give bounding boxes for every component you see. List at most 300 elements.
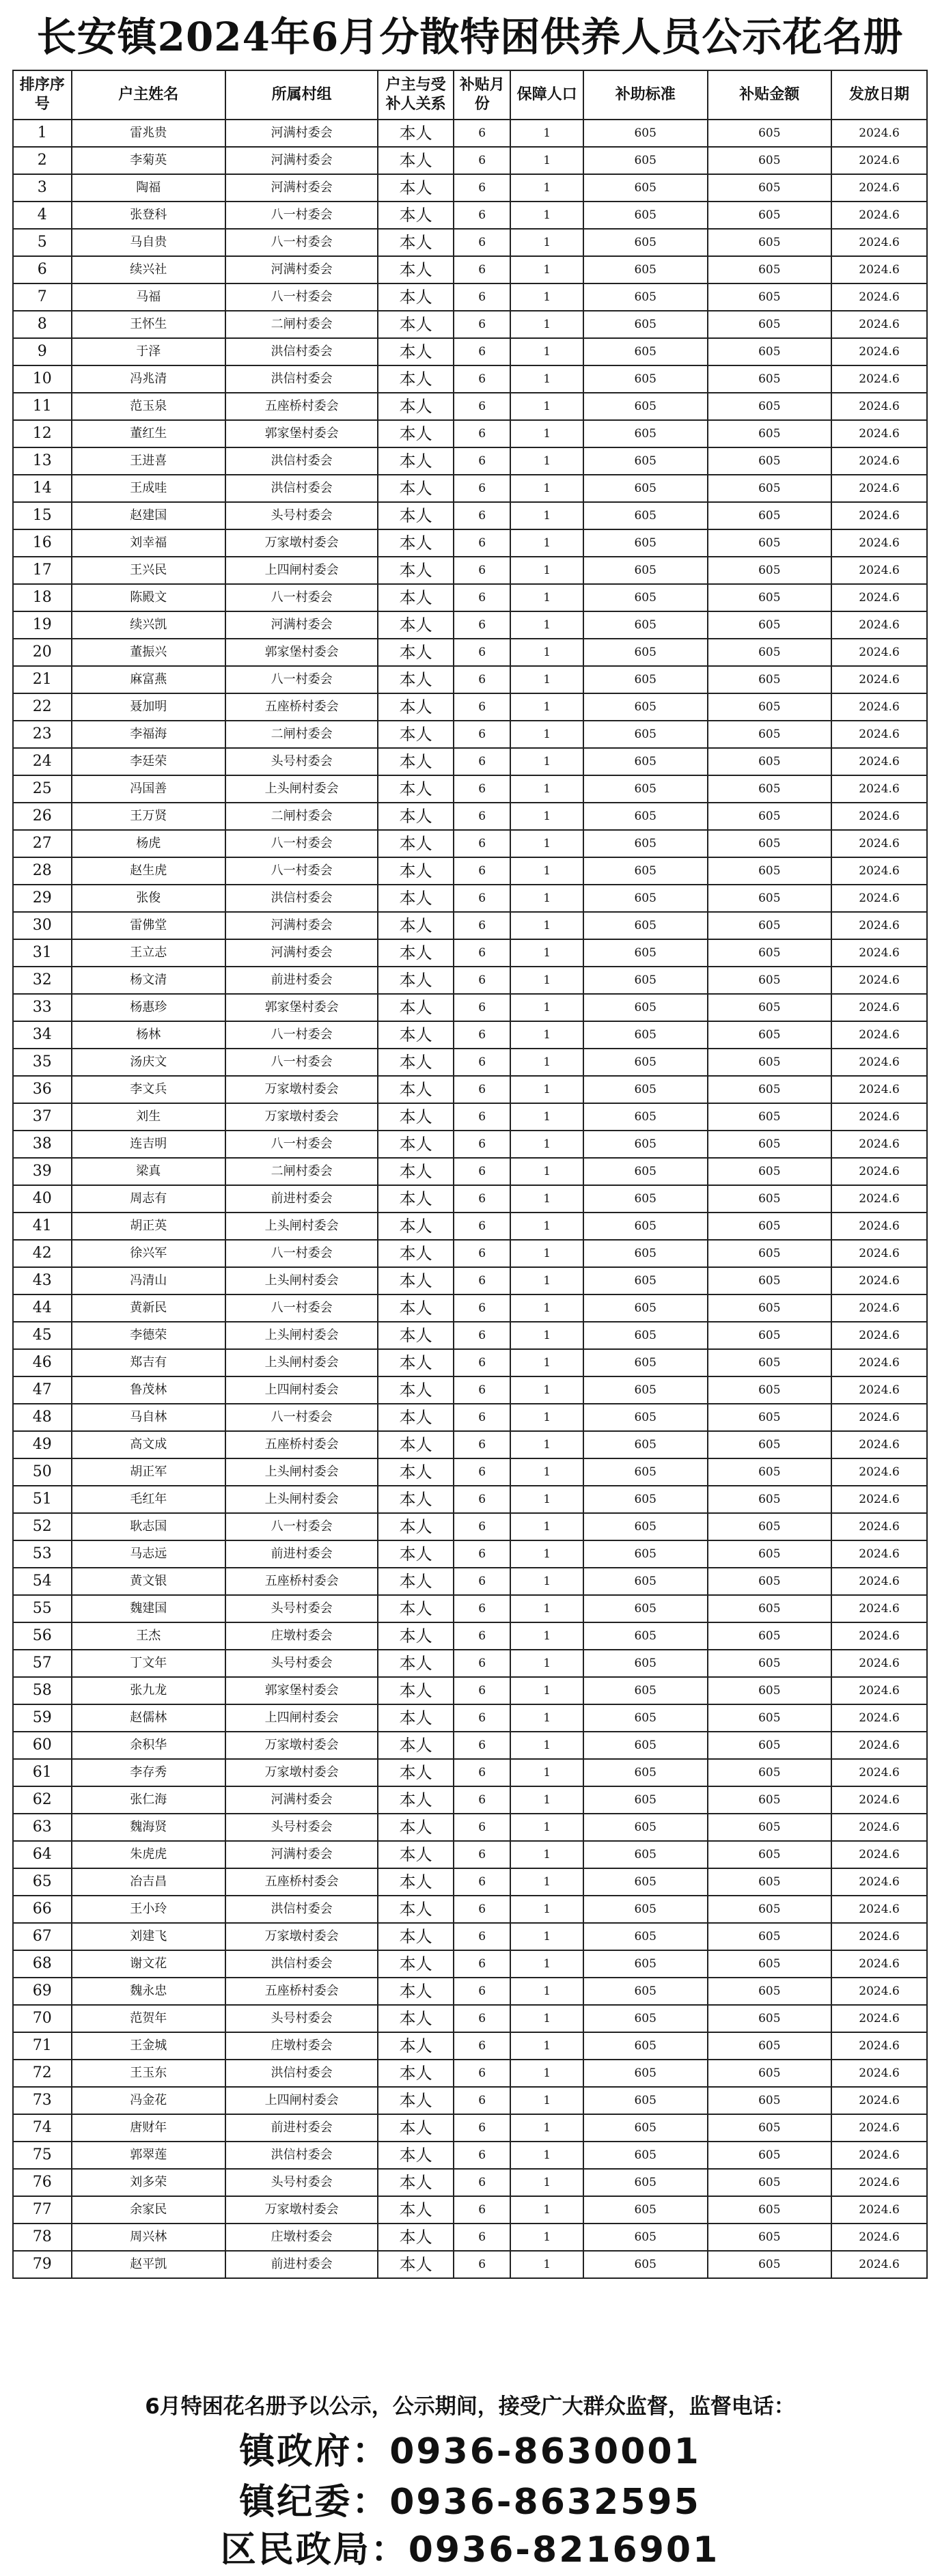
table-row xyxy=(13,967,927,994)
cell-population: 1 xyxy=(510,2005,583,2032)
cell-date: 2024.6 xyxy=(831,2224,927,2251)
table-row xyxy=(13,2087,927,2114)
cell-amount: 605 xyxy=(708,912,832,939)
cell-index: 71 xyxy=(13,2032,72,2060)
cell-amount: 605 xyxy=(708,885,832,912)
cell-village: 河满村委会 xyxy=(225,120,378,147)
cell-name: 谢文花 xyxy=(72,1950,225,1978)
cell-name: 余家民 xyxy=(72,2196,225,2224)
cell-index: 2 xyxy=(13,147,72,174)
cell-amount: 605 xyxy=(708,584,832,611)
cell-month: 6 xyxy=(454,420,510,447)
cell-population: 1 xyxy=(510,1759,583,1786)
cell-month: 6 xyxy=(454,502,510,529)
cell-standard: 605 xyxy=(583,1978,708,2005)
table-row xyxy=(13,885,927,912)
cell-name: 冯国善 xyxy=(72,775,225,803)
cell-relation: 本人 xyxy=(378,721,454,748)
cell-population: 1 xyxy=(510,1650,583,1677)
table-body xyxy=(13,120,927,2278)
cell-standard: 605 xyxy=(583,393,708,420)
table-row xyxy=(13,2142,927,2169)
cell-standard: 605 xyxy=(583,584,708,611)
cell-index: 56 xyxy=(13,1622,72,1650)
cell-month: 6 xyxy=(454,1568,510,1595)
cell-amount: 605 xyxy=(708,1540,832,1568)
cell-name: 王兴民 xyxy=(72,557,225,584)
cell-village: 河满村委会 xyxy=(225,256,378,283)
cell-index: 79 xyxy=(13,2251,72,2278)
cell-amount: 605 xyxy=(708,202,832,229)
cell-relation: 本人 xyxy=(378,475,454,502)
cell-index: 12 xyxy=(13,420,72,447)
cell-index: 50 xyxy=(13,1458,72,1486)
table-row xyxy=(13,2060,927,2087)
cell-village: 八一村委会 xyxy=(225,1294,378,1322)
cell-name: 黄文银 xyxy=(72,1568,225,1595)
cell-index: 77 xyxy=(13,2196,72,2224)
cell-index: 18 xyxy=(13,584,72,611)
cell-index: 14 xyxy=(13,475,72,502)
table-row xyxy=(13,912,927,939)
cell-relation: 本人 xyxy=(378,912,454,939)
cell-standard: 605 xyxy=(583,2169,708,2196)
cell-name: 梁真 xyxy=(72,1158,225,1185)
cell-population: 1 xyxy=(510,2142,583,2169)
table-row xyxy=(13,1049,927,1076)
cell-date: 2024.6 xyxy=(831,748,927,775)
cell-standard: 605 xyxy=(583,1267,708,1294)
cell-population: 1 xyxy=(510,1732,583,1759)
cell-month: 6 xyxy=(454,1185,510,1213)
cell-population: 1 xyxy=(510,283,583,311)
cell-month: 6 xyxy=(454,721,510,748)
cell-standard: 605 xyxy=(583,748,708,775)
cell-month: 6 xyxy=(454,2169,510,2196)
table-row xyxy=(13,311,927,338)
cell-name: 马自林 xyxy=(72,1404,225,1431)
roster-table xyxy=(12,70,928,2279)
cell-month: 6 xyxy=(454,1021,510,1049)
cell-month: 6 xyxy=(454,611,510,639)
cell-relation: 本人 xyxy=(378,229,454,256)
cell-population: 1 xyxy=(510,202,583,229)
cell-amount: 605 xyxy=(708,721,832,748)
cell-population: 1 xyxy=(510,256,583,283)
cell-relation: 本人 xyxy=(378,1076,454,1103)
cell-population: 1 xyxy=(510,2114,583,2142)
cell-relation: 本人 xyxy=(378,1431,454,1458)
table-row xyxy=(13,1759,927,1786)
cell-index: 21 xyxy=(13,666,72,693)
cell-relation: 本人 xyxy=(378,2169,454,2196)
cell-standard: 605 xyxy=(583,639,708,666)
cell-village: 头号村委会 xyxy=(225,502,378,529)
table-row xyxy=(13,256,927,283)
cell-name: 周兴林 xyxy=(72,2224,225,2251)
table-row xyxy=(13,1540,927,1568)
cell-population: 1 xyxy=(510,1595,583,1622)
cell-month: 6 xyxy=(454,1540,510,1568)
cell-amount: 605 xyxy=(708,939,832,967)
cell-standard: 605 xyxy=(583,1431,708,1458)
cell-name: 王立志 xyxy=(72,939,225,967)
table-row xyxy=(13,1704,927,1732)
cell-village: 头号村委会 xyxy=(225,2005,378,2032)
cell-name: 赵平凯 xyxy=(72,2251,225,2278)
cell-standard: 605 xyxy=(583,803,708,830)
cell-standard: 605 xyxy=(583,1568,708,1595)
cell-index: 11 xyxy=(13,393,72,420)
cell-population: 1 xyxy=(510,857,583,885)
table-row xyxy=(13,1841,927,1868)
cell-relation: 本人 xyxy=(378,2142,454,2169)
cell-name: 冯清山 xyxy=(72,1267,225,1294)
cell-population: 1 xyxy=(510,1185,583,1213)
cell-standard: 605 xyxy=(583,775,708,803)
cell-date: 2024.6 xyxy=(831,611,927,639)
table-row xyxy=(13,529,927,557)
cell-village: 前进村委会 xyxy=(225,1185,378,1213)
cell-village: 河满村委会 xyxy=(225,939,378,967)
cell-month: 6 xyxy=(454,202,510,229)
cell-population: 1 xyxy=(510,2060,583,2087)
table-row xyxy=(13,2251,927,2278)
cell-index: 26 xyxy=(13,803,72,830)
cell-name: 杨林 xyxy=(72,1021,225,1049)
cell-index: 7 xyxy=(13,283,72,311)
cell-standard: 605 xyxy=(583,857,708,885)
cell-relation: 本人 xyxy=(378,1704,454,1732)
cell-index: 48 xyxy=(13,1404,72,1431)
cell-name: 董振兴 xyxy=(72,639,225,666)
cell-index: 8 xyxy=(13,311,72,338)
cell-month: 6 xyxy=(454,775,510,803)
cell-date: 2024.6 xyxy=(831,1131,927,1158)
cell-month: 6 xyxy=(454,2114,510,2142)
cell-village: 河满村委会 xyxy=(225,912,378,939)
cell-index: 61 xyxy=(13,1759,72,1786)
cell-amount: 605 xyxy=(708,775,832,803)
cell-date: 2024.6 xyxy=(831,202,927,229)
cell-date: 2024.6 xyxy=(831,1431,927,1458)
cell-index: 60 xyxy=(13,1732,72,1759)
cell-population: 1 xyxy=(510,1786,583,1814)
cell-date: 2024.6 xyxy=(831,1294,927,1322)
cell-amount: 605 xyxy=(708,393,832,420)
cell-population: 1 xyxy=(510,912,583,939)
cell-standard: 605 xyxy=(583,338,708,365)
cell-name: 胡正英 xyxy=(72,1213,225,1240)
cell-relation: 本人 xyxy=(378,338,454,365)
cell-date: 2024.6 xyxy=(831,1923,927,1950)
cell-standard: 605 xyxy=(583,447,708,475)
public-notice: 6月特困花名册予以公示，公示期间，接受广大群众监督，监督电话： xyxy=(145,2394,795,2419)
cell-village: 头号村委会 xyxy=(225,2169,378,2196)
cell-month: 6 xyxy=(454,1240,510,1267)
cell-village: 八一村委会 xyxy=(225,1049,378,1076)
cell-date: 2024.6 xyxy=(831,229,927,256)
table-row xyxy=(13,229,927,256)
cell-name: 李福海 xyxy=(72,721,225,748)
table-row xyxy=(13,147,927,174)
cell-village: 五座桥村委会 xyxy=(225,693,378,721)
cell-relation: 本人 xyxy=(378,1650,454,1677)
cell-name: 王金城 xyxy=(72,2032,225,2060)
cell-name: 郭翠莲 xyxy=(72,2142,225,2169)
cell-index: 46 xyxy=(13,1349,72,1376)
cell-population: 1 xyxy=(510,1404,583,1431)
cell-population: 1 xyxy=(510,147,583,174)
cell-village: 万家墩村委会 xyxy=(225,1732,378,1759)
cell-relation: 本人 xyxy=(378,1376,454,1404)
cell-index: 28 xyxy=(13,857,72,885)
table-row xyxy=(13,830,927,857)
cell-amount: 605 xyxy=(708,1213,832,1240)
cell-population: 1 xyxy=(510,1677,583,1704)
table-row xyxy=(13,1076,927,1103)
cell-amount: 605 xyxy=(708,693,832,721)
cell-index: 29 xyxy=(13,885,72,912)
cell-amount: 605 xyxy=(708,2169,832,2196)
cell-village: 上头闸村委会 xyxy=(225,1458,378,1486)
cell-date: 2024.6 xyxy=(831,584,927,611)
table-row xyxy=(13,283,927,311)
cell-month: 6 xyxy=(454,365,510,393)
cell-population: 1 xyxy=(510,1021,583,1049)
cell-name: 唐财年 xyxy=(72,2114,225,2142)
table-row xyxy=(13,1349,927,1376)
cell-amount: 605 xyxy=(708,611,832,639)
cell-name: 丁文年 xyxy=(72,1650,225,1677)
cell-relation: 本人 xyxy=(378,1896,454,1923)
cell-amount: 605 xyxy=(708,1458,832,1486)
cell-name: 高文成 xyxy=(72,1431,225,1458)
cell-village: 前进村委会 xyxy=(225,1540,378,1568)
table-row xyxy=(13,1786,927,1814)
cell-standard: 605 xyxy=(583,2142,708,2169)
cell-amount: 605 xyxy=(708,1896,832,1923)
table-row xyxy=(13,1021,927,1049)
cell-month: 6 xyxy=(454,748,510,775)
cell-population: 1 xyxy=(510,666,583,693)
cell-name: 马志远 xyxy=(72,1540,225,1568)
cell-index: 49 xyxy=(13,1431,72,1458)
cell-name: 周志有 xyxy=(72,1185,225,1213)
cell-index: 41 xyxy=(13,1213,72,1240)
table-row xyxy=(13,1950,927,1978)
cell-standard: 605 xyxy=(583,529,708,557)
cell-date: 2024.6 xyxy=(831,2087,927,2114)
cell-relation: 本人 xyxy=(378,1759,454,1786)
cell-date: 2024.6 xyxy=(831,885,927,912)
cell-date: 2024.6 xyxy=(831,721,927,748)
cell-name: 张登科 xyxy=(72,202,225,229)
cell-standard: 605 xyxy=(583,256,708,283)
cell-name: 连吉明 xyxy=(72,1131,225,1158)
cell-date: 2024.6 xyxy=(831,1732,927,1759)
cell-index: 34 xyxy=(13,1021,72,1049)
cell-relation: 本人 xyxy=(378,857,454,885)
cell-relation: 本人 xyxy=(378,1185,454,1213)
cell-standard: 605 xyxy=(583,1213,708,1240)
table-row xyxy=(13,1131,927,1158)
cell-population: 1 xyxy=(510,557,583,584)
cell-date: 2024.6 xyxy=(831,1650,927,1677)
cell-amount: 605 xyxy=(708,256,832,283)
cell-village: 洪信村委会 xyxy=(225,885,378,912)
cell-date: 2024.6 xyxy=(831,475,927,502)
cell-village: 上头闸村委会 xyxy=(225,775,378,803)
cell-village: 八一村委会 xyxy=(225,202,378,229)
cell-date: 2024.6 xyxy=(831,1704,927,1732)
table-row xyxy=(13,2169,927,2196)
cell-date: 2024.6 xyxy=(831,830,927,857)
cell-index: 9 xyxy=(13,338,72,365)
cell-date: 2024.6 xyxy=(831,2032,927,2060)
cell-date: 2024.6 xyxy=(831,994,927,1021)
cell-amount: 605 xyxy=(708,666,832,693)
cell-village: 河满村委会 xyxy=(225,1786,378,1814)
cell-amount: 605 xyxy=(708,1376,832,1404)
cell-standard: 605 xyxy=(583,2005,708,2032)
cell-standard: 605 xyxy=(583,147,708,174)
cell-relation: 本人 xyxy=(378,775,454,803)
cell-amount: 605 xyxy=(708,1650,832,1677)
cell-population: 1 xyxy=(510,174,583,202)
cell-population: 1 xyxy=(510,1049,583,1076)
cell-month: 6 xyxy=(454,994,510,1021)
cell-name: 李文兵 xyxy=(72,1076,225,1103)
cell-standard: 605 xyxy=(583,1158,708,1185)
cell-village: 河满村委会 xyxy=(225,611,378,639)
cell-index: 4 xyxy=(13,202,72,229)
cell-index: 27 xyxy=(13,830,72,857)
cell-amount: 605 xyxy=(708,2142,832,2169)
header-population: 保障人口 xyxy=(510,70,583,120)
table-row xyxy=(13,939,927,967)
cell-village: 洪信村委会 xyxy=(225,338,378,365)
cell-village: 河满村委会 xyxy=(225,174,378,202)
cell-standard: 605 xyxy=(583,1595,708,1622)
cell-date: 2024.6 xyxy=(831,1458,927,1486)
cell-relation: 本人 xyxy=(378,365,454,393)
cell-amount: 605 xyxy=(708,1076,832,1103)
cell-amount: 605 xyxy=(708,311,832,338)
cell-month: 6 xyxy=(454,174,510,202)
cell-index: 10 xyxy=(13,365,72,393)
cell-relation: 本人 xyxy=(378,748,454,775)
cell-date: 2024.6 xyxy=(831,1076,927,1103)
cell-population: 1 xyxy=(510,1950,583,1978)
cell-date: 2024.6 xyxy=(831,2196,927,2224)
cell-relation: 本人 xyxy=(378,1513,454,1540)
cell-standard: 605 xyxy=(583,967,708,994)
cell-month: 6 xyxy=(454,912,510,939)
cell-village: 河满村委会 xyxy=(225,1841,378,1868)
cell-village: 洪信村委会 xyxy=(225,1950,378,1978)
cell-amount: 605 xyxy=(708,857,832,885)
cell-relation: 本人 xyxy=(378,2087,454,2114)
cell-month: 6 xyxy=(454,1923,510,1950)
cell-name: 聂加明 xyxy=(72,693,225,721)
cell-name: 董红生 xyxy=(72,420,225,447)
cell-amount: 605 xyxy=(708,1759,832,1786)
cell-month: 6 xyxy=(454,1950,510,1978)
contact-town-government: 镇政府：0936-8630001 xyxy=(239,2431,701,2472)
cell-date: 2024.6 xyxy=(831,775,927,803)
cell-index: 72 xyxy=(13,2060,72,2087)
cell-name: 陈殿文 xyxy=(72,584,225,611)
cell-date: 2024.6 xyxy=(831,338,927,365)
cell-amount: 605 xyxy=(708,1868,832,1896)
cell-index: 54 xyxy=(13,1568,72,1595)
table-row xyxy=(13,1213,927,1240)
cell-month: 6 xyxy=(454,1677,510,1704)
cell-name: 李廷荣 xyxy=(72,748,225,775)
cell-village: 二闸村委会 xyxy=(225,721,378,748)
cell-amount: 605 xyxy=(708,557,832,584)
cell-amount: 605 xyxy=(708,1131,832,1158)
cell-village: 上头闸村委会 xyxy=(225,1486,378,1513)
table-row xyxy=(13,502,927,529)
cell-standard: 605 xyxy=(583,502,708,529)
table-row xyxy=(13,420,927,447)
header-amount: 补贴金额 xyxy=(708,70,832,120)
cell-date: 2024.6 xyxy=(831,420,927,447)
cell-amount: 605 xyxy=(708,2114,832,2142)
cell-amount: 605 xyxy=(708,502,832,529)
cell-month: 6 xyxy=(454,1595,510,1622)
cell-month: 6 xyxy=(454,1213,510,1240)
cell-relation: 本人 xyxy=(378,420,454,447)
cell-relation: 本人 xyxy=(378,256,454,283)
cell-village: 八一村委会 xyxy=(225,229,378,256)
cell-name: 魏海贤 xyxy=(72,1814,225,1841)
cell-standard: 605 xyxy=(583,1677,708,1704)
table-row xyxy=(13,2114,927,2142)
cell-date: 2024.6 xyxy=(831,1513,927,1540)
cell-village: 洪信村委会 xyxy=(225,447,378,475)
cell-index: 5 xyxy=(13,229,72,256)
table-row xyxy=(13,693,927,721)
cell-village: 八一村委会 xyxy=(225,1240,378,1267)
cell-amount: 605 xyxy=(708,1322,832,1349)
cell-date: 2024.6 xyxy=(831,1896,927,1923)
cell-date: 2024.6 xyxy=(831,1322,927,1349)
cell-name: 朱虎虎 xyxy=(72,1841,225,1868)
cell-name: 刘建飞 xyxy=(72,1923,225,1950)
cell-date: 2024.6 xyxy=(831,2142,927,2169)
cell-name: 马福 xyxy=(72,283,225,311)
cell-relation: 本人 xyxy=(378,1404,454,1431)
cell-standard: 605 xyxy=(583,557,708,584)
cell-date: 2024.6 xyxy=(831,2251,927,2278)
table-row xyxy=(13,338,927,365)
cell-index: 40 xyxy=(13,1185,72,1213)
cell-standard: 605 xyxy=(583,1240,708,1267)
table-row xyxy=(13,1404,927,1431)
cell-standard: 605 xyxy=(583,939,708,967)
cell-index: 70 xyxy=(13,2005,72,2032)
cell-date: 2024.6 xyxy=(831,1240,927,1267)
cell-relation: 本人 xyxy=(378,447,454,475)
cell-date: 2024.6 xyxy=(831,803,927,830)
cell-month: 6 xyxy=(454,557,510,584)
cell-relation: 本人 xyxy=(378,1786,454,1814)
cell-village: 洪信村委会 xyxy=(225,475,378,502)
cell-month: 6 xyxy=(454,1841,510,1868)
